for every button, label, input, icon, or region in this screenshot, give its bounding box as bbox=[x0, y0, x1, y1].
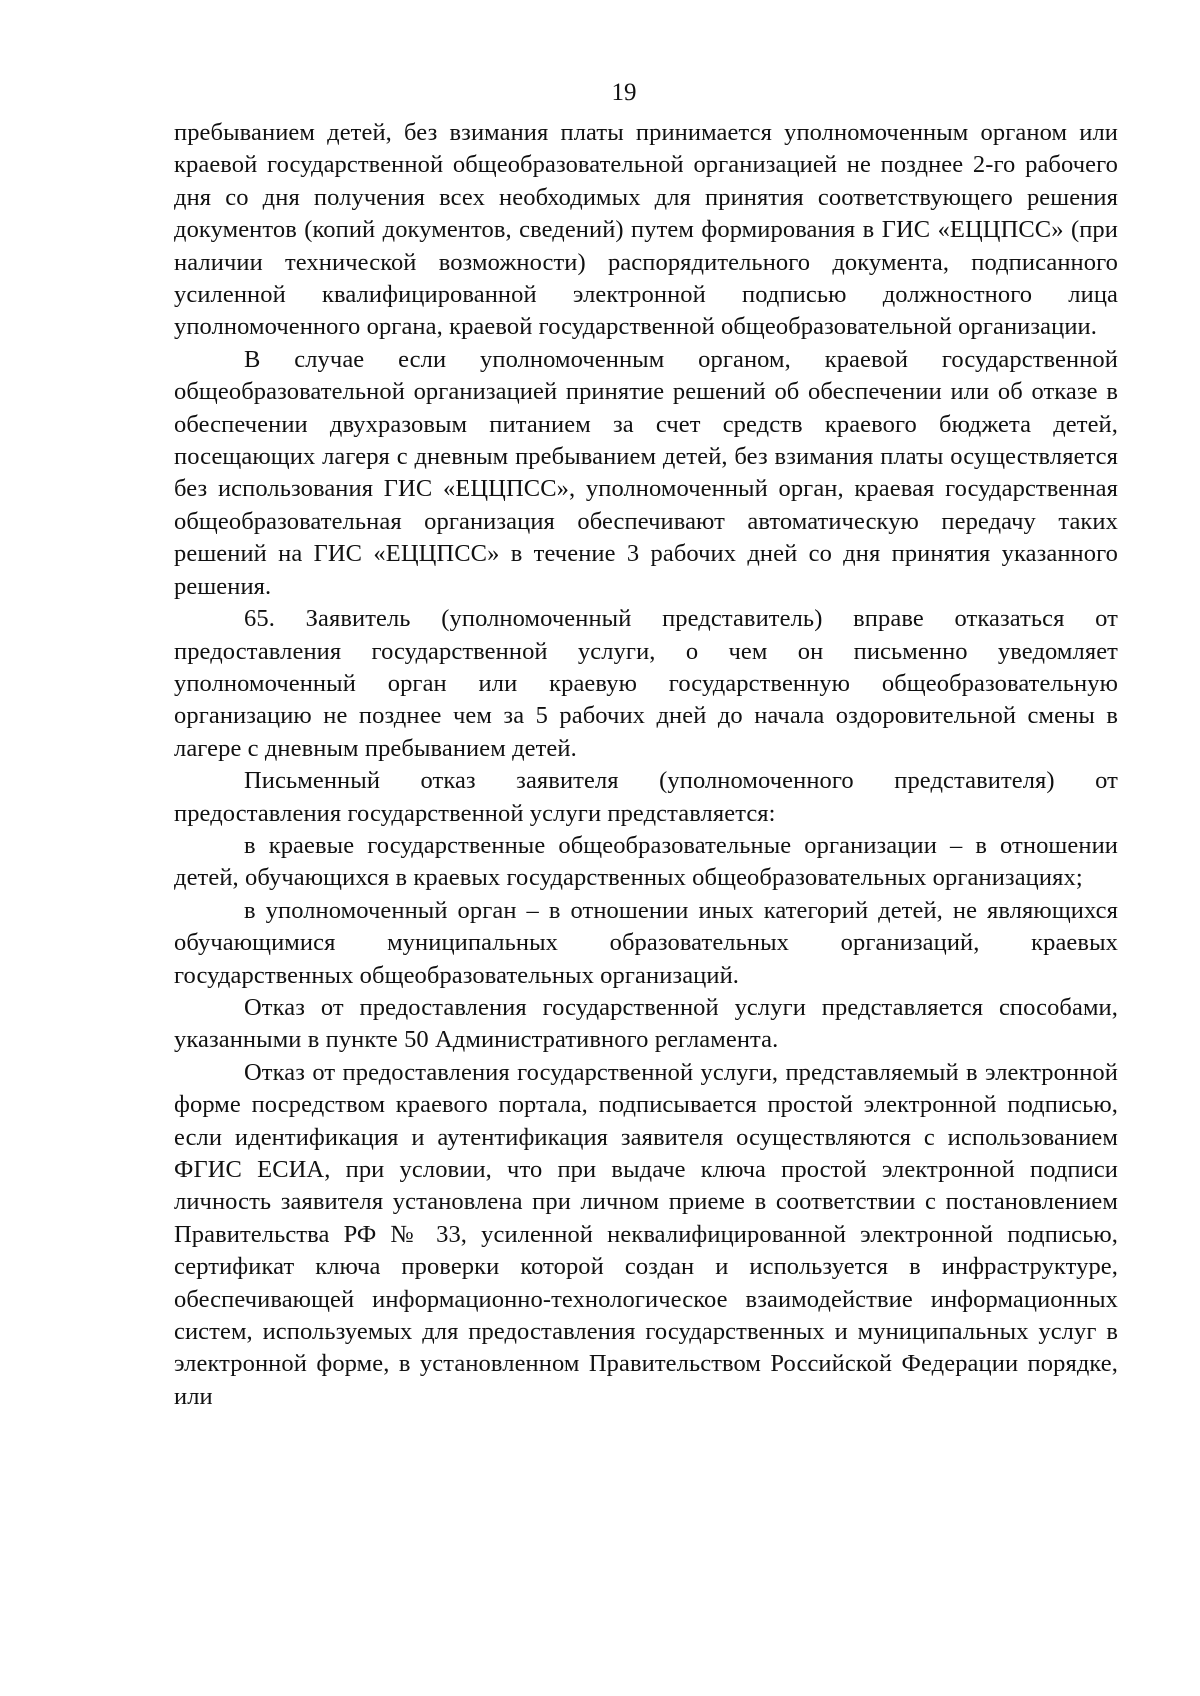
list-item: в краевые государственные общеобразовательные организации – в отношении детей, обучающихся в краевых государственных общеобразовательных организациях; bbox=[174, 831, 1118, 892]
paragraph: В случае если уполномоченным органом, краевой государственной общеобразовательной организацией принятие решений об обеспечении или об отказе в обеспечении двухразовым питанием за счет средств краевого бюджета детей, посещающих лагеря с дневным пребыванием детей, без взимания платы осуществляется без использования ГИС «ЕЦЦПСС», уполномоченный орган, краевая государственная общеобразовательная организация обеспечивают автоматическую передачу таких решений на ГИС «ЕЦЦПСС» в течение 3 рабочих дней со дня принятия указанного решения. bbox=[174, 345, 1118, 600]
list-item: в уполномоченный орган – в отношении иных категорий детей, не являющихся обучающимися муниципальных образовательных организаций, краевых государственных общеобразовательных организаций. bbox=[174, 896, 1118, 989]
paragraph: Отказ от предоставления государственной услуги, представляемый в электронной форме посредством краевого портала, подписывается простой электронной подписью, если идентификация и аутентификация заявителя осуществляются с использованием ФГИС ЕСИА, при условии, что при выдаче ключа простой электронной подписи личность заявителя установлена при личном приеме в соответствии с постановлением Правительства РФ № 33, усиленной неквалифицированной электронной подписью, сертификат ключа проверки которой создан и используется в инфраструктуре, обеспечивающей информационно-технологическое взаимодействие информационных систем, используемых для предоставления государственных и муниципальных услуг в электронной форме, в установленном Правительством Российской Федерации порядке, или bbox=[174, 1058, 1118, 1410]
paragraph: Письменный отказ заявителя (уполномоченного представителя) от предоставления государственной услуги представляется: bbox=[174, 767, 1118, 827]
paragraph-item-65: 65. Заявитель (уполномоченный представитель) вправе отказаться от предоставления государственной услуги, о чем он письменно уведомляет уполномоченный орган или краевую государственную общеобразовательную организацию не позднее чем за 5 рабочих дней до начала оздоровительной смены в лагере с дневным пребыванием детей. bbox=[174, 605, 1118, 762]
paragraph: Отказ от предоставления государственной услуги представляется способами, указанными в пункте 50 Административного регламента. bbox=[174, 993, 1118, 1054]
page-number: 19 bbox=[611, 79, 637, 106]
document-body bbox=[174, 117, 1118, 1413]
paragraph: пребыванием детей, без взимания платы принимается уполномоченным органом или краевой государственной общеобразовательной организацией не позднее 2-го рабочего дня со дня получения всех необходимых для принятия соответствующего решения документов (копий документов, сведений) путем формирования в ГИС «ЕЦЦПСС» (при наличии технической возможности) распорядительного документа, подписанного усиленной квалифицированной электронной подписью должностного лица уполномоченного органа, краевой государственной общеобразовательной организации. bbox=[174, 119, 1118, 341]
